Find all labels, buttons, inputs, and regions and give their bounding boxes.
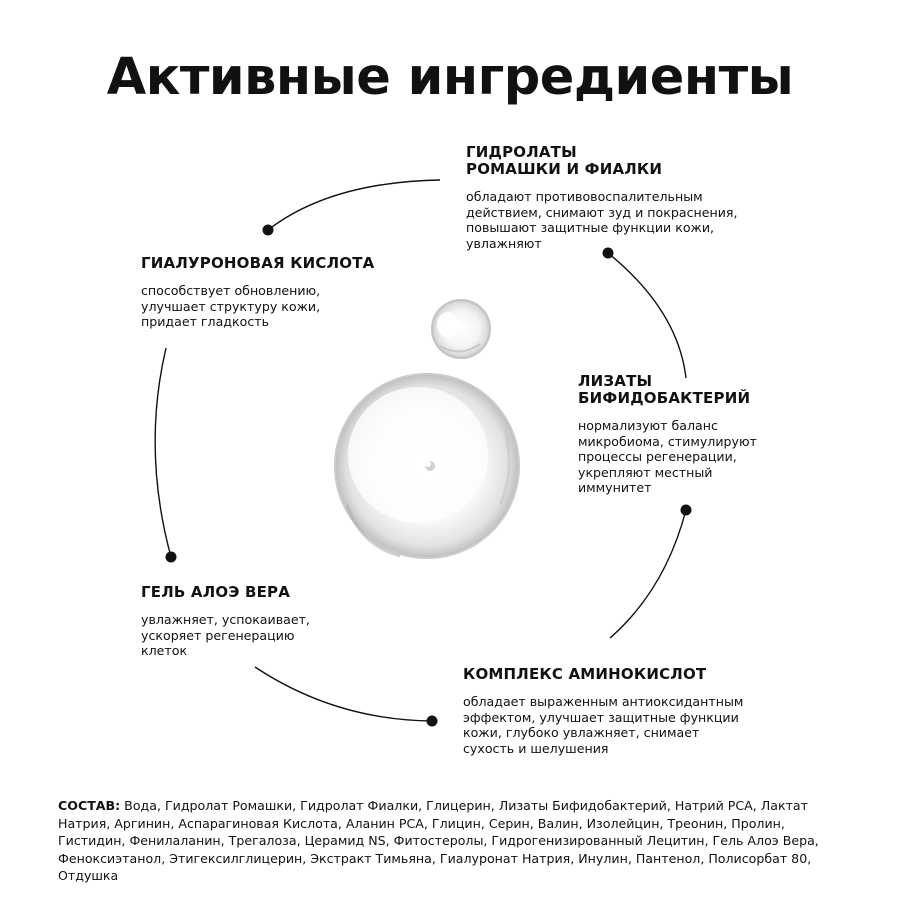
connector-dot xyxy=(427,716,438,727)
ingredient-description: увлажняет, успокаивает, ускоряет регенерацию клеток xyxy=(141,612,310,658)
ingredient-title: ГИАЛУРОНОВАЯ КИСЛОТА xyxy=(141,254,375,272)
small-droplet-image xyxy=(431,299,491,359)
connector-dot xyxy=(681,505,692,516)
connector-arc xyxy=(610,510,686,638)
ingredient-lysates xyxy=(578,373,757,496)
ingredient-title: ГИДРОЛАТЫ РОМАШКИ И ФИАЛКИ xyxy=(466,143,663,178)
ingredient-title: КОМПЛЕКС АМИНОКИСЛОТ xyxy=(463,665,707,683)
ingredient-description: обладает выраженным антиоксидантным эффектом, улучшает защитные функции кожи, глубоко увлажняет, снимает сухость и шелушения xyxy=(463,694,744,756)
ingredient-title: ЛИЗАТЫ БИФИДОБАКТЕРИЙ xyxy=(578,372,751,407)
ingredient-description: способствует обновлению, улучшает структуру кожи, придает гладкость xyxy=(141,283,321,329)
ingredient-title: ГЕЛЬ АЛОЭ ВЕРА xyxy=(141,583,291,601)
ingredient-description: нормализуют баланс микробиома, стимулируют процессы регенерации, укрепляют местный иммунитет xyxy=(578,418,757,495)
ingredient-amino-acids xyxy=(463,666,743,756)
composition-text: СОСТАВ: Вода, Гидролат Ромашки, Гидролат Фиалки, Глицерин, Лизаты Бифидобактерий, Натрий РСА, Лактат Натрия, Аргинин, Аспарагиновая Кислота, Аланин PCA, Глицин, Серин, Валин, Изолейцин, Треонин, Пролин, Гистидин, Фенилаланин, Трегалоза, Церамид NS, Фитостеролы, Гидрогенизированный Лецитин, Гель Алоэ Вера, Феноксиэтанол, Этигексилглицерин, Экстракт Тимьяна, Гиалуронат Натрия, Инулин, Пантенол, Полисорбат 80, Отдушка xyxy=(58,798,819,883)
connector-dot xyxy=(166,552,177,563)
ingredient-hyaluronic-acid xyxy=(141,255,374,330)
connector-arc xyxy=(608,253,686,378)
ingredient-description: обладают противовоспалительным действием, снимают зуд и покраснения, повышают защитные функции кожи, увлажняют xyxy=(466,189,738,251)
connector-arc xyxy=(155,348,171,557)
connector-arc xyxy=(255,667,432,721)
connector-arc xyxy=(268,180,440,230)
page-title: Активные ингредиенты xyxy=(106,48,794,107)
composition-label: СОСТАВ: xyxy=(58,798,121,813)
connector-dot xyxy=(263,225,274,236)
big-droplet-image xyxy=(334,373,520,559)
ingredient-hydrolates xyxy=(466,144,737,251)
ingredient-aloe-vera xyxy=(141,584,310,659)
